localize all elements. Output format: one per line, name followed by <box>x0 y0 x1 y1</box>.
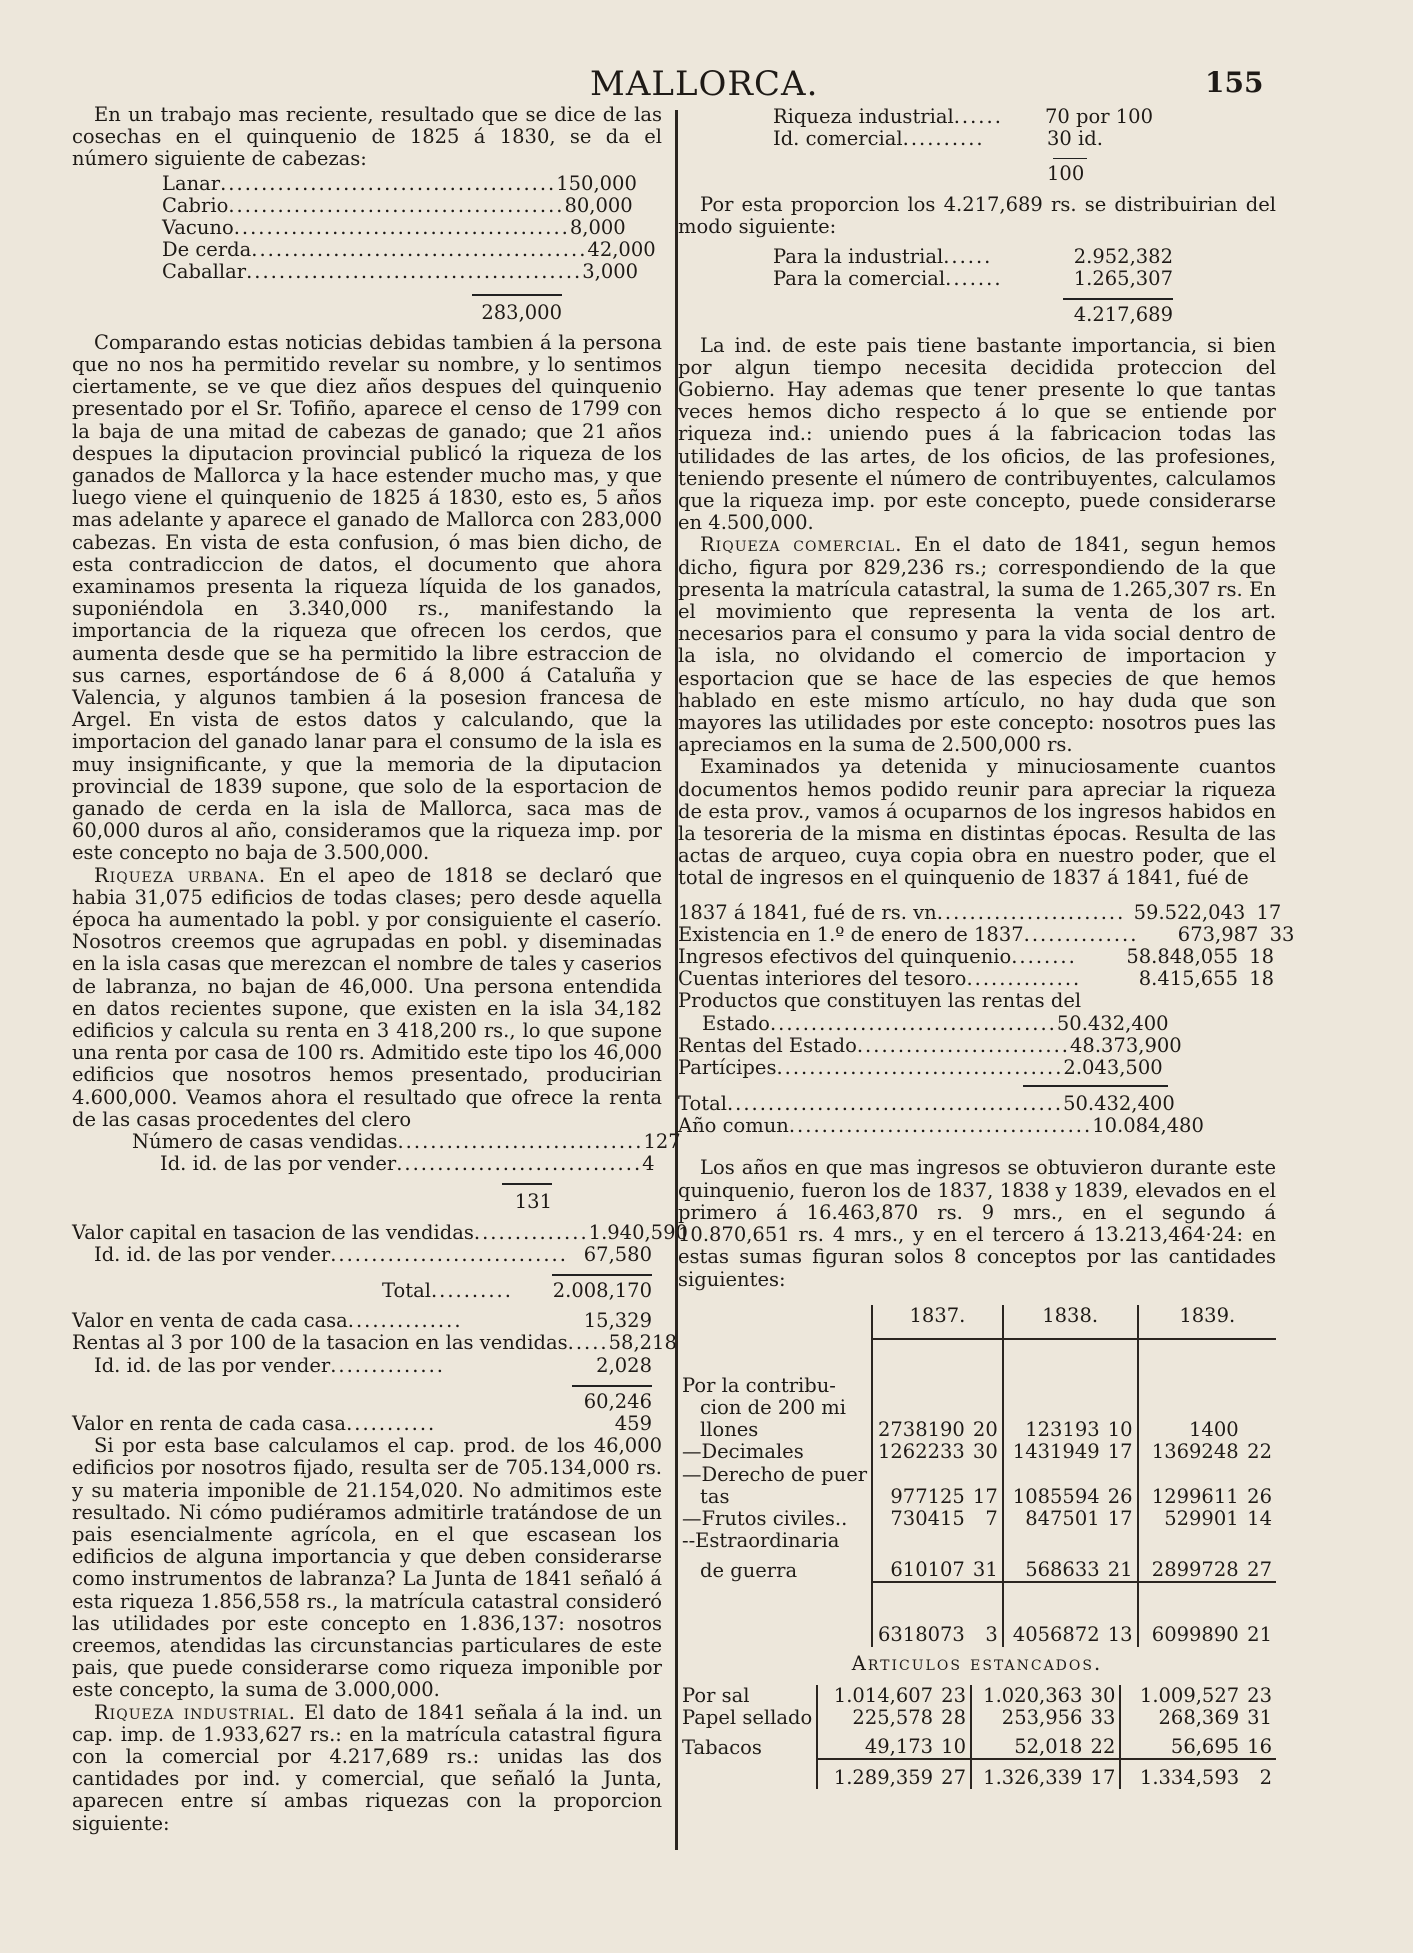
concept-total: 6318073 <box>872 1624 969 1646</box>
income-label: Cuentas interiores del tesoro <box>678 967 967 991</box>
state-rent-label: Rentas del Estado <box>678 1033 857 1057</box>
concept-mrs: 10 <box>1107 1418 1133 1442</box>
estancados-table <box>678 1685 1276 1789</box>
concepts-table <box>678 1305 1276 1647</box>
estancado-mrs: 28 <box>941 1705 966 1729</box>
estancado-mrs: 31 <box>1247 1705 1272 1729</box>
estancado-mrs: 30 <box>1090 1683 1116 1707</box>
income-table: 1837 á 1841, fué de rs. vn ....................... 59.522,043 17 Existencia en 1.º de enero de 1837 .............. 673,987 33 Ingresos efectivos del quinquenio ........ 58.848,055 18 Cuentas interiores del tesoro .............. 8.415,655 18 Productos que constituyen las rentas del Estado ................................... 50.432,400 Rentas del Estado .......................... 48.373,900 Partícipes ................................... 2.043,500 Total ......................................... 50.432,400 Año comun ..................................... 10.084,480 <box>678 900 1295 1138</box>
concept-value: 568633 <box>1003 1552 1104 1582</box>
estancados-heading: Articulos estancados. <box>851 1651 1103 1675</box>
capital-table: Valor capital en tasacion de las vendidas .............. 1.940,590 Id. id. de las por vender ............................. 67,580 Total .......... 2.008,170 <box>72 1220 688 1302</box>
livestock-value: 80,000 <box>564 193 633 217</box>
concept-value: 1299611 <box>1138 1486 1243 1508</box>
proportion-label: Riqueza industrial <box>773 105 954 128</box>
estancado-mrs: 16 <box>1247 1734 1272 1758</box>
estancado-mrs: 22 <box>1090 1734 1116 1758</box>
products-label: Productos que constituyen las rentas del <box>678 989 1082 1013</box>
estancado-total: 1.326,339 <box>971 1759 1086 1789</box>
estancado-total-mrs: 27 <box>937 1759 971 1789</box>
concept-value: 610107 <box>872 1552 969 1582</box>
right-column <box>678 105 1295 1789</box>
concept-value: 1431949 <box>1003 1441 1104 1463</box>
livestock-label: Vacuno <box>162 215 234 239</box>
state-rent-value: 48.373,900 <box>1070 1033 1182 1057</box>
paragraph-capital: Si por esta base calculamos el cap. prod. de los 46,000 edificios por nosotros fijado, resulta ser de 705.134,000 rs. y su materia imponible de 21.154,020. No admitimos este resultado. Ni cómo pudiéramos admitirle tratándose de un pais esencialmente agrícola, en el que escasean los edificios de alguna importancia y que deben considerarse como instrumentos de labranza? La Junta de 1841 señaló á esta riqueza 1.856,558 rs., la matrícula catastral consideró las utilidades por este concepto en 1.836,137: nosotros creemos, atendidas las circunstancias particulares de este pais, que puede considerarse como riqueza imponible por este concepto, la suma de 3.000,000. <box>72 1434 662 1702</box>
proportion-table: Riqueza industrial ...... 70 por 100 Id. comercial .......... 30 id. 100 <box>773 105 1153 186</box>
annual-label: Año comun <box>678 1114 789 1138</box>
concept-mrs: 26 <box>1247 1484 1272 1508</box>
total-value: 50.432,400 <box>1063 1092 1175 1116</box>
concept-label: de guerra <box>700 1559 798 1583</box>
concept-total-mrs: 21 <box>1247 1623 1272 1647</box>
rent-value: 2,028 <box>596 1353 652 1377</box>
estancado-value: 225,578 <box>817 1707 937 1729</box>
capital-label: Id. id. de las por vender <box>94 1242 331 1266</box>
concept-value: 2899728 <box>1138 1552 1243 1582</box>
income-label: Ingresos efectivos del quinquenio <box>678 944 1012 968</box>
state-rent-value: 2.043,500 <box>1063 1055 1163 1079</box>
concept-value: 529901 <box>1138 1508 1243 1530</box>
livestock-label: De cerda <box>162 238 252 262</box>
concept-label: --Estraordinaria <box>682 1529 840 1553</box>
concept-label: —Derecho de puer <box>682 1462 868 1486</box>
proportion-total: 100 <box>1047 162 1085 186</box>
concept-label: —Frutos civiles.. <box>682 1506 848 1530</box>
year-header: 1838. <box>1003 1305 1138 1339</box>
paragraph-ingresos: Examinados ya detenida y minuciosamente cuantos documentos hemos podido reunir para apreciar la riqueza de esta prov., vamos á ocuparnos de los ingresos habidos en la tesoreria de la misma en distintas épocas. Resulta de las actas de arqueo, cuya copia obra en nuestro poder, que el total de ingresos en el quinquenio de 1837 á 1841, fué de <box>678 755 1276 890</box>
section-heading-comercial: Riqueza comercial. <box>700 533 903 557</box>
concept-mrs: 7 <box>985 1506 998 1530</box>
distribution-label: Para la comercial <box>773 267 946 291</box>
year-header: 1837. <box>872 1305 1003 1339</box>
concept-value: 977125 <box>872 1486 969 1508</box>
running-head: MALLORCA. <box>590 64 819 104</box>
houses-label: Número de casas vendidas <box>132 1130 398 1154</box>
concept-label: —Decimales <box>682 1440 804 1464</box>
estancado-value: 1.020,363 <box>971 1685 1086 1707</box>
concept-mrs: 20 <box>972 1418 998 1442</box>
section-heading-urbana: Riqueza urbana. <box>94 863 267 887</box>
rent-table: Valor en venta de cada casa .............. 15,329 Rentas al 3 por 100 de la tasacion en las vendidas ..... 58,218 Id. id. de las por vender .............. 2,028 60,246 Valor en renta de cada casa ........... 459 <box>72 1309 677 1435</box>
concept-mrs: 21 <box>1107 1558 1133 1582</box>
houses-table: Número de casas vendidas .............................. 127 Id. id. de las por vender .............................. 4 131 <box>132 1130 681 1214</box>
estancado-label: Por sal <box>682 1683 750 1707</box>
estancado-value: 56,695 <box>1120 1729 1243 1759</box>
estancado-mrs: 23 <box>941 1683 966 1707</box>
capital-total: 2.008,170 <box>552 1278 652 1302</box>
concept-mrs: 14 <box>1247 1506 1272 1530</box>
livestock-value: 42,000 <box>587 238 656 262</box>
estancado-value: 49,173 <box>817 1729 937 1759</box>
rent-value: 58,218 <box>608 1331 677 1355</box>
livestock-value: 150,000 <box>556 171 637 195</box>
rent-label: Valor en venta de cada casa <box>72 1309 348 1333</box>
total-label: Total <box>678 1092 727 1116</box>
concept-label: llones <box>700 1418 759 1442</box>
income-value: 59.522,043 <box>1133 900 1246 924</box>
paragraph-industrial: El dato de 1841 señala á la ind. un cap. imp. de 1.933,627 rs.: en la matrícula catastral figura con la comercial por 4.217,689 rs.: unidas las dos cantidades por ind. y comercial, que señaló la Junta, aparecen entre sí ambas riquezas con la proporcion siguiente: <box>72 1700 662 1835</box>
products-label-cont: Estado <box>702 1011 770 1035</box>
concept-value: 1262233 <box>872 1441 969 1463</box>
concept-total-mrs: 3 <box>985 1623 998 1647</box>
income-label: 1837 á 1841, fué de rs. vn <box>678 900 937 924</box>
estancado-value: 268,369 <box>1120 1707 1243 1729</box>
estancado-total: 1.289,359 <box>817 1759 937 1789</box>
concept-value: 1085594 <box>1003 1486 1104 1508</box>
concept-total: 6099890 <box>1138 1624 1243 1646</box>
concept-mrs: 22 <box>1247 1440 1272 1464</box>
capital-label: Valor capital en tasacion de las vendidas <box>72 1220 474 1244</box>
concept-value: 847501 <box>1003 1508 1104 1530</box>
section-heading-industrial: Riqueza industrial. <box>94 1700 297 1724</box>
houses-label: Id. id. de las por vender <box>160 1152 397 1176</box>
houses-total: 131 <box>514 1190 552 1214</box>
paragraph-years: Los años en que mas ingresos se obtuvieron durante este quinquenio, fueron los de 1837, 1838 y 1839, elevados en el primero á 16.463,870 rs. 9 mrs., en el segundo á 10.870,651 rs. 4 mrs., y en el tercero á 13.213,464·24: en estas sumas figuran solos 8 conceptos por las cantidades siguientes: <box>678 1156 1276 1291</box>
rent-label: Rentas al 3 por 100 de la tasacion en las vendidas <box>72 1331 568 1355</box>
livestock-label: Caballar <box>162 260 247 284</box>
rent-per-house-value: 459 <box>614 1411 652 1435</box>
products-value: 50.432,400 <box>1056 1011 1169 1035</box>
rent-label: Id. id. de las por vender <box>94 1353 331 1377</box>
concept-label: tas <box>700 1484 730 1508</box>
houses-value: 127 <box>643 1130 681 1154</box>
state-rent-label: Partícipes <box>678 1055 777 1079</box>
livestock-label: Cabrio <box>162 193 229 217</box>
estancado-label: Tabacos <box>682 1735 762 1759</box>
estancado-mrs: 23 <box>1247 1683 1272 1707</box>
livestock-label: Lanar <box>162 171 221 195</box>
concept-mrs <box>1243 1419 1276 1441</box>
concept-total-mrs: 13 <box>1107 1623 1133 1647</box>
proportion-value: 70 por 100 <box>1045 105 1153 128</box>
estancado-mrs: 10 <box>941 1734 966 1758</box>
distribution-total: 4.217,689 <box>1073 303 1173 327</box>
rent-sum: 60,246 <box>583 1389 652 1413</box>
houses-value: 4 <box>642 1152 655 1176</box>
concept-value: 123193 <box>1003 1419 1104 1441</box>
estancado-label: Papel sellado <box>682 1705 813 1729</box>
estancado-total: 1.334,593 <box>1120 1759 1243 1789</box>
estancado-value: 1.009,527 <box>1120 1685 1243 1707</box>
concept-label: cion de 200 mi <box>700 1395 847 1419</box>
income-value: 58.848,055 <box>1126 944 1238 968</box>
annual-value: 10.084,480 <box>1092 1114 1204 1138</box>
estancado-value: 1.014,607 <box>817 1685 937 1707</box>
livestock-table: Lanar ......................................... 150,000 Cabrio ......................................... 80,000 Vacuno ......................................... 8,000 De cerda ......................................... 42,000 Caballar ......................................... 3,000 283,000 <box>162 171 656 324</box>
income-value: 673,987 <box>1177 922 1259 946</box>
income-mrs: 17 <box>1256 900 1282 924</box>
income-mrs: 18 <box>1249 967 1274 991</box>
income-mrs: 33 <box>1269 922 1295 946</box>
intro-paragraph: En un trabajo mas reciente, resultado que se dice de las cosechas en el quinquenio de 1825 á 1830, se da el número siguiente de cabezas: <box>72 103 662 171</box>
concept-mrs: 17 <box>972 1484 998 1508</box>
estancado-mrs: 33 <box>1090 1705 1116 1729</box>
concept-mrs: 26 <box>1107 1484 1133 1508</box>
income-value: 8.415,655 <box>1138 967 1238 991</box>
paragraph-industry: La ind. de este pais tiene bastante importancia, si bien por algun tiempo necesita decidida proteccion del Gobierno. Hay ademas que tener presente lo que tantas veces hemos dicho respecto á lo que se entiende por riqueza ind.: uniendo pues á la fabricacion todas las utilidades de las artes, de los oficios, de las profesiones, teniendo presente el número de contribuyentes, calculamos que la riqueza imp. por este concepto, puede considerarse en 4.500,000. <box>678 333 1276 535</box>
concept-value: 730415 <box>872 1508 969 1530</box>
distribution-table: Para la industrial ...... 2.952,382 Para la comercial ....... 1.265,307 4.217,689 <box>773 244 1173 327</box>
concept-value: 2738190 <box>872 1419 969 1441</box>
left-column <box>72 103 688 1835</box>
distribution-value: 2.952,382 <box>1073 244 1173 268</box>
concept-label: Por la contribu- <box>682 1373 836 1397</box>
rent-per-house-label: Valor en renta de cada casa <box>72 1411 347 1435</box>
distribution-label: Para la industrial <box>773 244 944 268</box>
paragraph-livestock: Comparando estas noticias debidas tambien á la persona que no nos ha permitido revelar su nombre, y lo sentimos ciertamente, se ve que diez años despues del quinquenio presentado por el Sr. Tofiño, aparece el censo de 1799 con la baja de una mitad de cabezas de ganado; que 21 años despues la diputacion provincial publicó la riqueza de los ganados de Mallorca y la hace estender mucho mas, y que luego viene el quinquenio de 1825 á 1830, esto es, 5 años mas adelante y aparece el ganado de Mallorca con 283,000 cabezas. En vista de esta confusion, ó mas bien dicho, de esta contradiccion de datos, el documento que ahora examinamos presenta la riqueza líquida de los ganados, suponiéndola en 3.340,000 rs., manifestando la importancia de la riqueza que ofrecen los cerdos, que aumenta desde que se ha permitido la libre estraccion de sus carnes, esportándose de 6 á 8,000 á Cataluña y Valencia, y algunos tambien á la posesion francesa de Argel. En vista de estos datos y calculando, que la importacion del ganado lanar para el consumo de la isla es muy insignificante, y que la memoria de la diputacion provincial de 1839 supone, que solo de la esportacion de ganado de cerda en la isla de Mallorca, saca mas de 60,000 duros al año, consideramos que la riqueza imp. por este concepto no baja de 3.500,000. <box>72 330 662 865</box>
concept-value: 1369248 <box>1138 1441 1243 1463</box>
rent-value: 15,329 <box>583 1309 652 1333</box>
concept-mrs: 17 <box>1107 1506 1133 1530</box>
paragraph-proportion: Por esta proporcion los 4.217,689 rs. se distribuirian del modo siguiente: <box>678 192 1276 238</box>
proportion-value: 30 id. <box>1047 127 1103 151</box>
concept-mrs: 17 <box>1107 1440 1133 1464</box>
concept-value: 1400 <box>1138 1419 1243 1441</box>
income-mrs: 18 <box>1249 944 1274 968</box>
capital-value: 67,580 <box>583 1242 652 1266</box>
estancado-total-mrs: 2 <box>1243 1759 1276 1789</box>
paragraph-comercial: En el dato de 1841, segun hemos dicho, figura por 829,236 rs.; correspondiendo de la que presenta la matrícula catastral, la suma de 1.265,307 rs. En el movimiento que representa la venta de los art. necesarios para el consumo y para la vida social dentro de la isla, no olvidando el comercio de importacion y esportacion que se hace de las especies de que hemos hablado en este mismo artículo, no hay duda que son mayores las utilidades por este concepto: nosotros pues las apreciamos en la suma de 2.500,000 rs. <box>678 533 1276 757</box>
concept-mrs: 27 <box>1247 1558 1272 1582</box>
estancado-value: 253,956 <box>971 1707 1086 1729</box>
distribution-value: 1.265,307 <box>1073 267 1173 291</box>
year-header: 1839. <box>1138 1305 1276 1339</box>
page-number: 155 <box>1205 66 1264 99</box>
concept-mrs: 31 <box>972 1558 998 1582</box>
concept-mrs: 30 <box>972 1440 998 1464</box>
estancado-value: 52,018 <box>971 1729 1086 1759</box>
livestock-value: 3,000 <box>582 260 639 284</box>
estancado-total-mrs: 17 <box>1086 1759 1120 1789</box>
capital-value: 1.940,590 <box>588 1220 688 1244</box>
capital-total-label: Total <box>382 1278 431 1302</box>
paragraph-urbana: En el apeo de 1818 se declaró que habia 31,075 edificios de todas clases; pero desde aquella época ha aumentado la pobl. y por consiguiente el caserío. Nosotros creemos que agrupadas en pobl. y diseminadas en la isla casas que merezcan el nombre de tales y caserios de labranza, no bajan de 46,000. Una persona entendida en datos recientes supone, que existen en la isla 34,182 edificios y calcula su renta en 3 418,200 rs., lo que supone una renta por casa de 100 rs. Admitido este tipo los 46,000 edificios que nosotros hemos presentado, producirian 4.600,000. Veamos ahora el resultado que ofrece la renta de las casas procedentes del clero <box>72 863 663 1131</box>
livestock-value: 8,000 <box>569 215 626 239</box>
income-label: Existencia en 1.º de enero de 1837 <box>678 922 1024 946</box>
proportion-label: Id. comercial <box>773 127 903 151</box>
livestock-total: 283,000 <box>481 300 562 324</box>
concept-total: 4056872 <box>1003 1624 1104 1646</box>
